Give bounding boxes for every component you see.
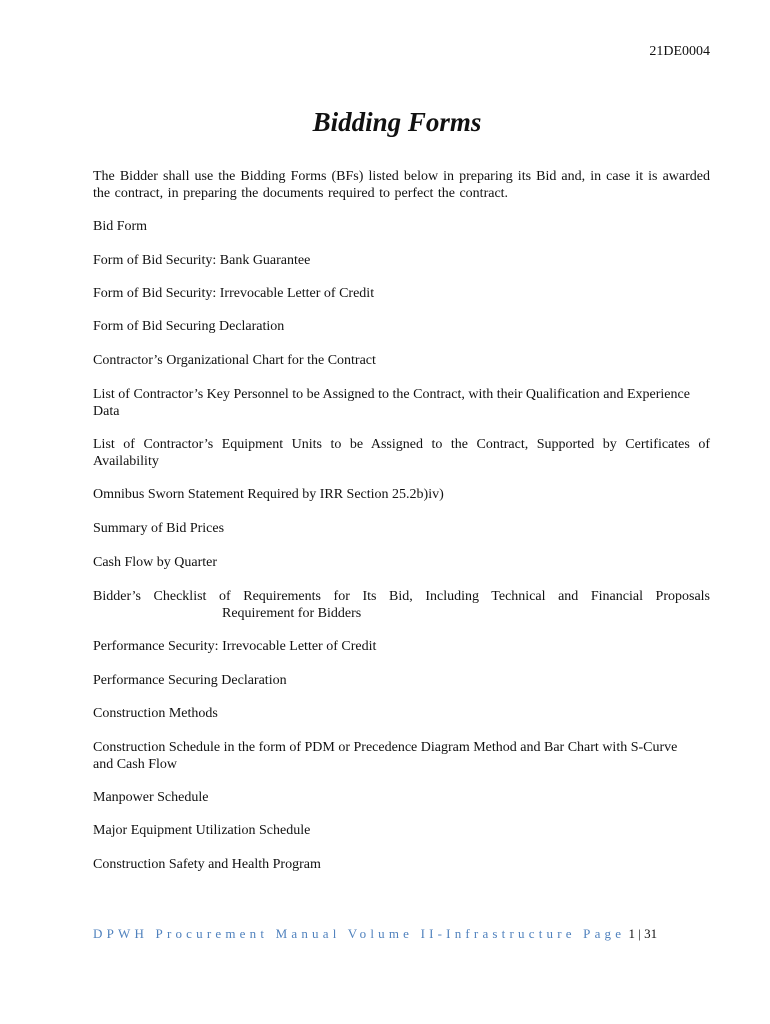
form-item-construction-schedule: Construction Schedule in the form of PDM or Precedence Diagram Method and Bar Chart with S-Curve and Cash Flow <box>93 740 678 772</box>
intro-paragraph: The Bidder shall use the Bidding Forms (BFs) listed below in preparing its Bid and, in case it is awarded the contract, in preparing the documents required to perfect the contract. <box>93 169 710 201</box>
bidders-checklist-line-1: Bidder’s Checklist of Requirements for Its Bid, Including Technical and Financial Proposals <box>93 589 710 604</box>
form-item-manpower-schedule: Manpower Schedule <box>93 790 209 805</box>
form-item-performance-securing-declaration: Performance Securing Declaration <box>93 673 287 688</box>
form-item-bid-securing-declaration: Form of Bid Securing Declaration <box>93 319 285 334</box>
form-item-bid-security-bank-guarantee: Form of Bid Security: Bank Guarantee <box>93 253 311 268</box>
form-item-bid-form: Bid Form <box>93 219 148 234</box>
form-item-equipment-units: List of Contractor’s Equipment Units to be Assigned to the Contract, Supported by Certificates of Availability <box>93 437 710 469</box>
form-item-omnibus-sworn-statement: Omnibus Sworn Statement Required by IRR Section 25.2b)iv) <box>93 487 444 502</box>
form-item-organizational-chart: Contractor’s Organizational Chart for the Contract <box>93 353 376 368</box>
form-item-summary-of-bid-prices: Summary of Bid Prices <box>93 521 225 536</box>
form-item-equipment-utilization-schedule: Major Equipment Utilization Schedule <box>93 823 311 838</box>
page-footer <box>93 926 657 942</box>
form-item-cash-flow-by-quarter: Cash Flow by Quarter <box>93 555 218 570</box>
form-item-bid-security-letter-of-credit: Form of Bid Security: Irrevocable Letter of Credit <box>93 286 375 301</box>
form-item-safety-and-health-program: Construction Safety and Health Program <box>93 857 321 872</box>
form-item-performance-security: Performance Security: Irrevocable Letter of Credit <box>93 639 377 654</box>
footer-page-number: 1 | 31 <box>628 926 658 941</box>
form-item-construction-methods: Construction Methods <box>93 706 218 721</box>
form-item-key-personnel: List of Contractor’s Key Personnel to be Assigned to the Contract, with their Qualification and Experience Data <box>93 387 690 419</box>
bidders-checklist-line-2: Requirement for Bidders <box>222 606 362 621</box>
footer-manual-title: DPWH Procurement Manual Volume II-Infrastructure Page <box>93 926 626 941</box>
page-title: Bidding Forms <box>312 107 482 137</box>
document-code: 21DE0004 <box>649 44 710 59</box>
form-item-bidders-checklist <box>93 588 710 622</box>
